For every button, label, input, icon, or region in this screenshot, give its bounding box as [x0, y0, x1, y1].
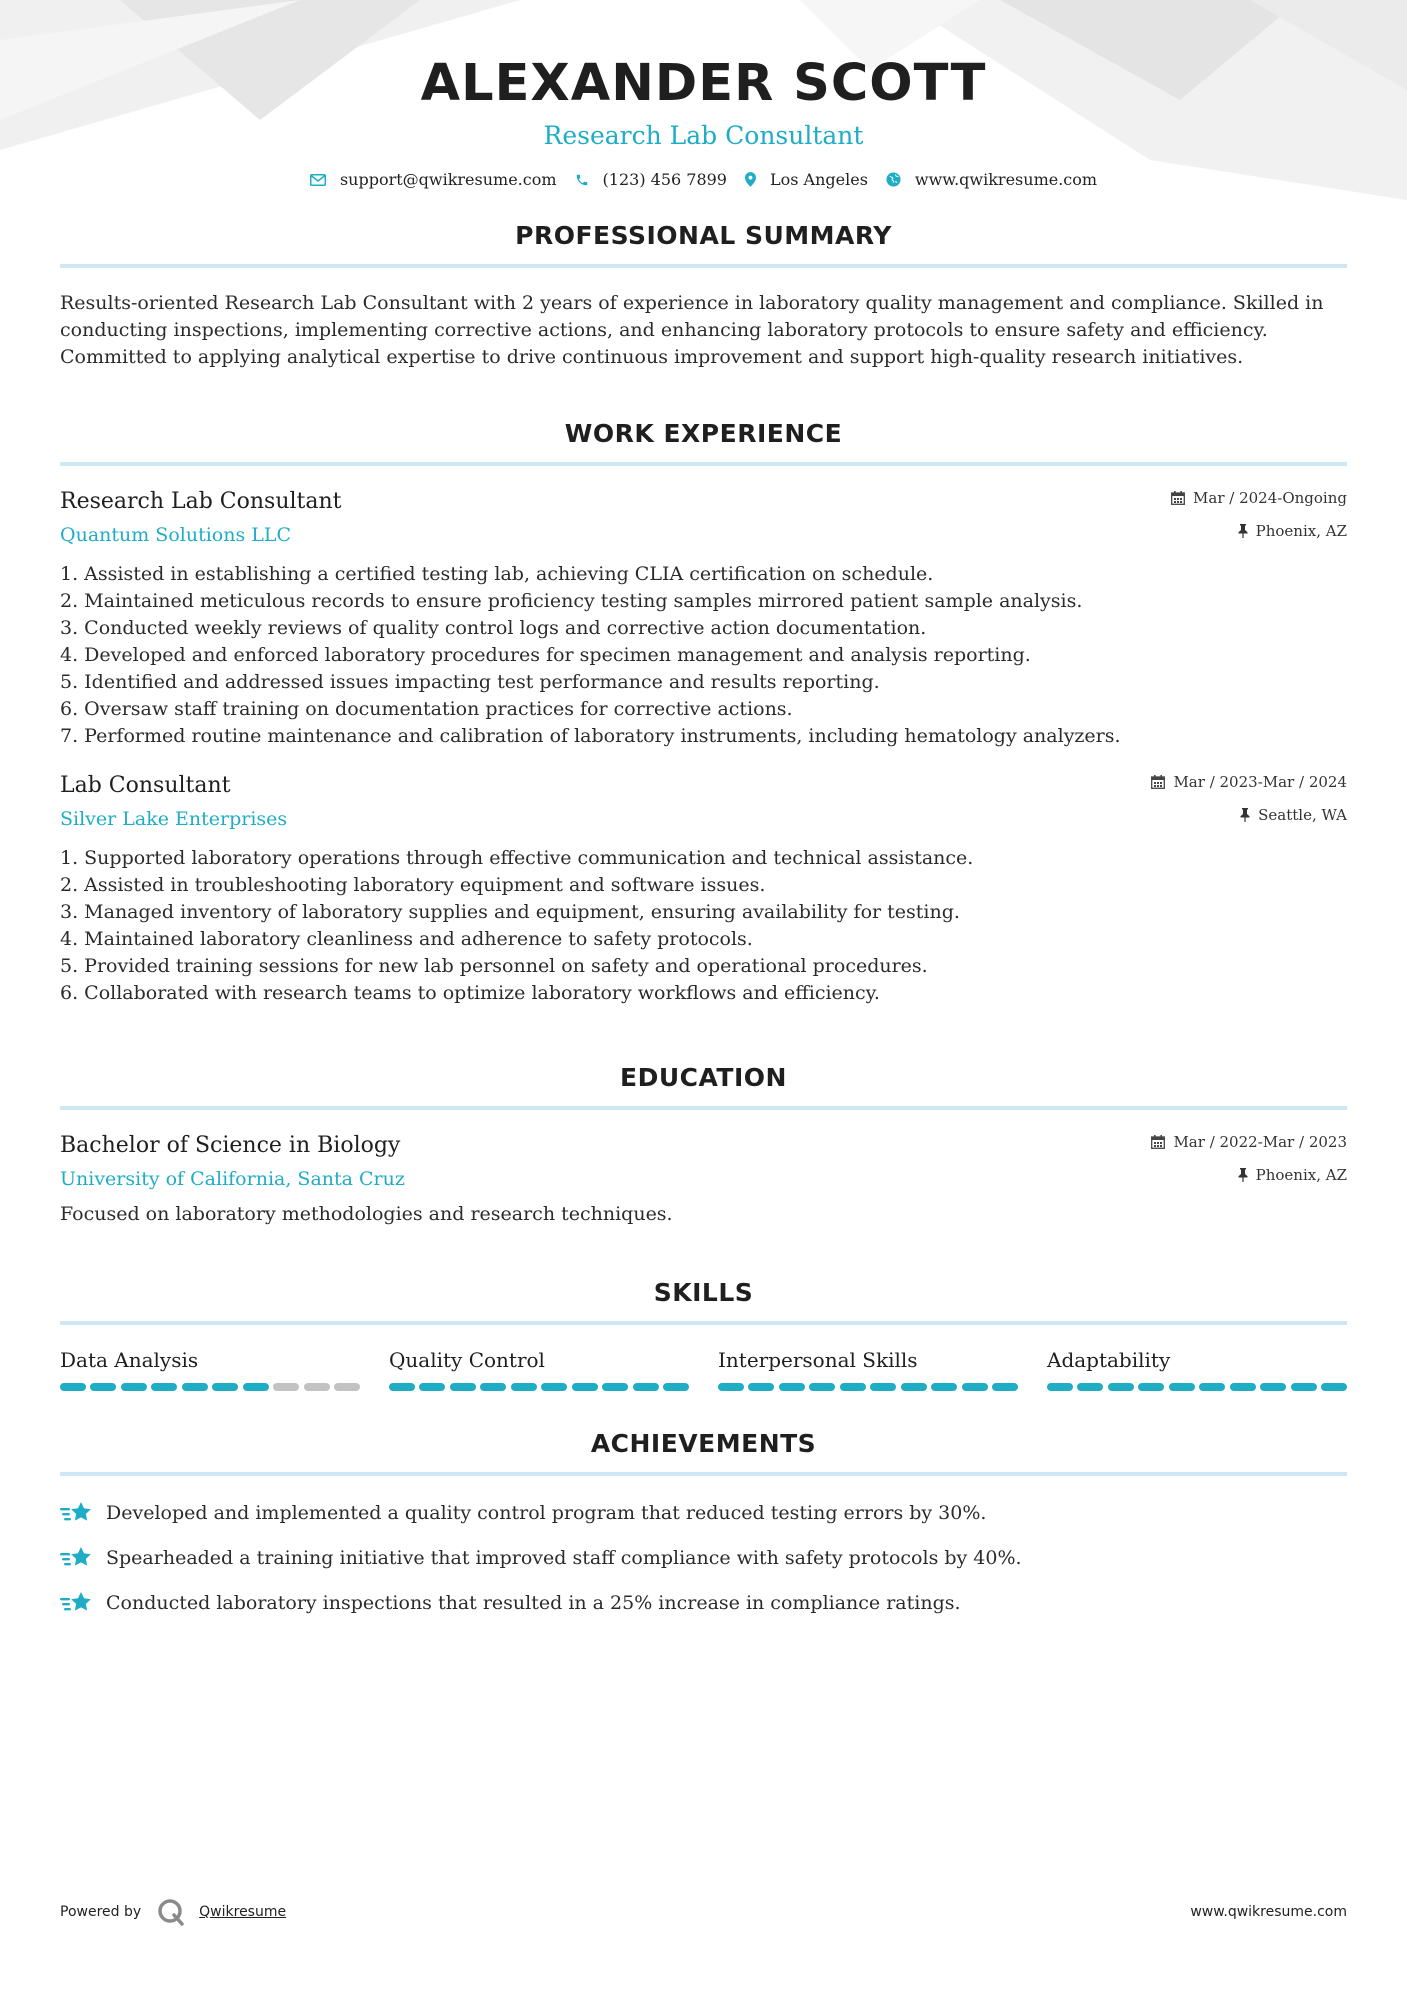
candidate-title: Research Lab Consultant [543, 121, 864, 150]
list-item: 3. Conducted weekly reviews of quality control logs and corrective action documentation. [60, 617, 927, 639]
skill-item [1047, 1347, 1347, 1391]
skill-segment-filled [212, 1383, 238, 1391]
skill-segment-filled [1138, 1383, 1164, 1391]
shooting-star-icon [60, 1545, 94, 1571]
skill-level-bar [718, 1383, 1018, 1391]
pushpin-icon [1240, 808, 1250, 822]
list-item: 4. Developed and enforced laboratory procedures for specimen management and analysis reporting. [60, 644, 1031, 666]
candidate-name: ALEXANDER SCOTT [420, 54, 987, 113]
skill-segment-filled [992, 1383, 1018, 1391]
job-location [1171, 521, 1347, 541]
education-location [1151, 1165, 1347, 1185]
skill-item [718, 1347, 1018, 1391]
education-dates [1151, 1132, 1347, 1152]
skill-segment-filled [572, 1383, 598, 1391]
job-bullets [60, 845, 1347, 1007]
list-item: 1. Assisted in establishing a certified testing lab, achieving CLIA certification on schedule. [60, 563, 934, 585]
job-location [1151, 805, 1347, 825]
skills-row [60, 1347, 1347, 1391]
job-dates-text: Mar / 2023-Mar / 2024 [1173, 773, 1347, 791]
skill-segment-filled [602, 1383, 628, 1391]
section-divider [60, 1106, 1347, 1110]
skill-segment-filled [1199, 1383, 1225, 1391]
list-item: 5. Provided training sessions for new lab personnel on safety and operational procedures. [60, 955, 928, 977]
skill-name: Data Analysis [60, 1348, 199, 1372]
skill-segment-filled [718, 1383, 744, 1391]
contact-row [60, 170, 1347, 189]
job-dates-text: Mar / 2024-Ongoing [1193, 489, 1347, 507]
skill-segment-filled [1108, 1383, 1134, 1391]
skill-segment-filled [809, 1383, 835, 1391]
experience-heading: WORK EXPERIENCE [564, 419, 843, 448]
experience-section [60, 421, 1347, 1007]
job-company: Silver Lake Enterprises [60, 808, 288, 830]
skill-segment-filled [60, 1383, 86, 1391]
job-company: Quantum Solutions LLC [60, 524, 292, 546]
job-role: Lab Consultant [60, 773, 231, 798]
job-dates [1151, 772, 1347, 792]
skill-segment-filled [1077, 1383, 1103, 1391]
skill-item [60, 1347, 360, 1391]
skill-segment-filled [870, 1383, 896, 1391]
job-bullets [60, 561, 1347, 750]
list-item: 6. Collaborated with research teams to optimize laboratory workflows and efficiency. [60, 982, 880, 1004]
skill-segment-filled [243, 1383, 269, 1391]
skill-name: Quality Control [389, 1348, 545, 1372]
contact-website[interactable] [886, 170, 1097, 189]
list-item: 2. Maintained meticulous records to ensure proficiency testing samples mirrored patient sample analysis. [60, 590, 1083, 612]
skills-heading: SKILLS [653, 1278, 754, 1307]
skill-name: Interpersonal Skills [718, 1348, 918, 1372]
map-pin-icon [745, 172, 756, 187]
achievement-text: Conducted laboratory inspections that resulted in a 25% increase in compliance ratings. [106, 1592, 961, 1614]
skill-segment-filled [1291, 1383, 1317, 1391]
skill-item [389, 1347, 689, 1391]
skill-name: Adaptability [1047, 1348, 1171, 1372]
job-entry [60, 488, 1347, 750]
contact-phone[interactable] [575, 170, 727, 189]
achievements-section [60, 1431, 1347, 1618]
skill-level-bar [1047, 1383, 1347, 1391]
job-location-text: Seattle, WA [1258, 806, 1347, 824]
summary-heading: PROFESSIONAL SUMMARY [515, 221, 892, 250]
calendar-icon [1151, 775, 1165, 789]
shooting-star-icon [60, 1590, 94, 1616]
skill-segment-filled [389, 1383, 415, 1391]
phone-icon [575, 173, 589, 187]
school-name: University of California, Santa Cruz [60, 1168, 405, 1190]
skill-segment-filled [1230, 1383, 1256, 1391]
resume-header [60, 0, 1347, 189]
education-description: Focused on laboratory methodologies and research techniques. [60, 1203, 673, 1225]
pushpin-icon [1238, 1168, 1248, 1182]
skill-segment-filled [450, 1383, 476, 1391]
skill-segment-filled [748, 1383, 774, 1391]
section-divider [60, 1321, 1347, 1325]
skill-segment-filled [182, 1383, 208, 1391]
skills-section [60, 1280, 1347, 1391]
list-item: 1. Supported laboratory operations through effective communication and technical assistance. [60, 847, 974, 869]
skill-segment-filled [840, 1383, 866, 1391]
skill-segment-filled [1169, 1383, 1195, 1391]
skill-segment-filled [541, 1383, 567, 1391]
skill-segment-filled [511, 1383, 537, 1391]
summary-section [60, 223, 1347, 371]
calendar-icon [1171, 491, 1185, 505]
achievements-heading: ACHIEVEMENTS [590, 1429, 817, 1458]
skill-segment-filled [1260, 1383, 1286, 1391]
section-divider [60, 1472, 1347, 1476]
skill-segment-filled [480, 1383, 506, 1391]
skill-segment-filled [633, 1383, 659, 1391]
list-item: 5. Identified and addressed issues impacting test performance and results reporting. [60, 671, 880, 693]
skill-segment-empty [304, 1383, 330, 1391]
email-text: support@qwikresume.com [339, 170, 557, 189]
achievement-text: Spearheaded a training initiative that improved staff compliance with safety protocols by 40%. [106, 1547, 1022, 1569]
education-location-text: Phoenix, AZ [1255, 1166, 1347, 1184]
education-heading: EDUCATION [620, 1063, 787, 1092]
job-location-text: Phoenix, AZ [1255, 522, 1347, 540]
calendar-icon [1151, 1135, 1165, 1149]
brand-link[interactable]: Qwikresume [199, 1904, 287, 1920]
list-item: 2. Assisted in troubleshooting laboratory equipment and software issues. [60, 874, 766, 896]
footer-website-link[interactable]: www.qwikresume.com [1190, 1904, 1347, 1920]
education-section [60, 1065, 1347, 1228]
contact-email[interactable] [310, 170, 557, 189]
globe-icon [886, 172, 901, 187]
skill-segment-filled [931, 1383, 957, 1391]
summary-text: Results-oriented Research Lab Consultant with 2 years of experience in laboratory quality management and compliance. Skilled in conducting inspections, implementing corrective actions, and enhancing laboratory protocols to ensure safety and efficiency. Committed to applying analytical expertise to drive continuous improvement and support high-quality research initiatives. [60, 292, 1324, 368]
skill-level-bar [60, 1383, 360, 1391]
skill-segment-filled [121, 1383, 147, 1391]
achievement-item [60, 1588, 1347, 1618]
education-dates-text: Mar / 2022-Mar / 2023 [1173, 1133, 1347, 1151]
envelope-icon [310, 174, 326, 186]
skill-level-bar [389, 1383, 689, 1391]
job-role: Research Lab Consultant [60, 489, 342, 514]
list-item: 6. Oversaw staff training on documentation practices for corrective actions. [60, 698, 793, 720]
section-divider [60, 264, 1347, 268]
skill-segment-filled [1321, 1383, 1347, 1391]
degree-name: Bachelor of Science in Biology [60, 1133, 401, 1158]
list-item: 7. Performed routine maintenance and calibration of laboratory instruments, including hematology analyzers. [60, 725, 1121, 747]
phone-text: (123) 456 7899 [602, 170, 727, 189]
skill-segment-filled [1047, 1383, 1073, 1391]
shooting-star-icon [60, 1500, 94, 1526]
contact-location [745, 170, 868, 189]
list-item: 4. Maintained laboratory cleanliness and adherence to safety protocols. [60, 928, 753, 950]
page-footer [60, 1898, 1347, 1926]
pushpin-icon [1238, 524, 1248, 538]
skill-segment-filled [663, 1383, 689, 1391]
job-entry [60, 772, 1347, 1007]
skill-segment-filled [962, 1383, 988, 1391]
skill-segment-filled [901, 1383, 927, 1391]
skill-segment-filled [419, 1383, 445, 1391]
website-text: www.qwikresume.com [914, 170, 1098, 189]
powered-by-label: Powered by [60, 1904, 142, 1920]
section-divider [60, 462, 1347, 466]
skill-segment-empty [334, 1383, 360, 1391]
achievement-item [60, 1543, 1347, 1573]
education-entry [60, 1132, 1347, 1228]
skill-segment-filled [779, 1383, 805, 1391]
list-item: 3. Managed inventory of laboratory supplies and equipment, ensuring availability for testing. [60, 901, 960, 923]
achievement-item [60, 1498, 1347, 1528]
qwikresume-logo-icon [157, 1898, 185, 1926]
skill-segment-filled [151, 1383, 177, 1391]
skill-segment-empty [273, 1383, 299, 1391]
job-dates [1171, 488, 1347, 508]
achievement-text: Developed and implemented a quality control program that reduced testing errors by 30%. [106, 1502, 987, 1524]
location-text: Los Angeles [769, 170, 868, 189]
skill-segment-filled [90, 1383, 116, 1391]
